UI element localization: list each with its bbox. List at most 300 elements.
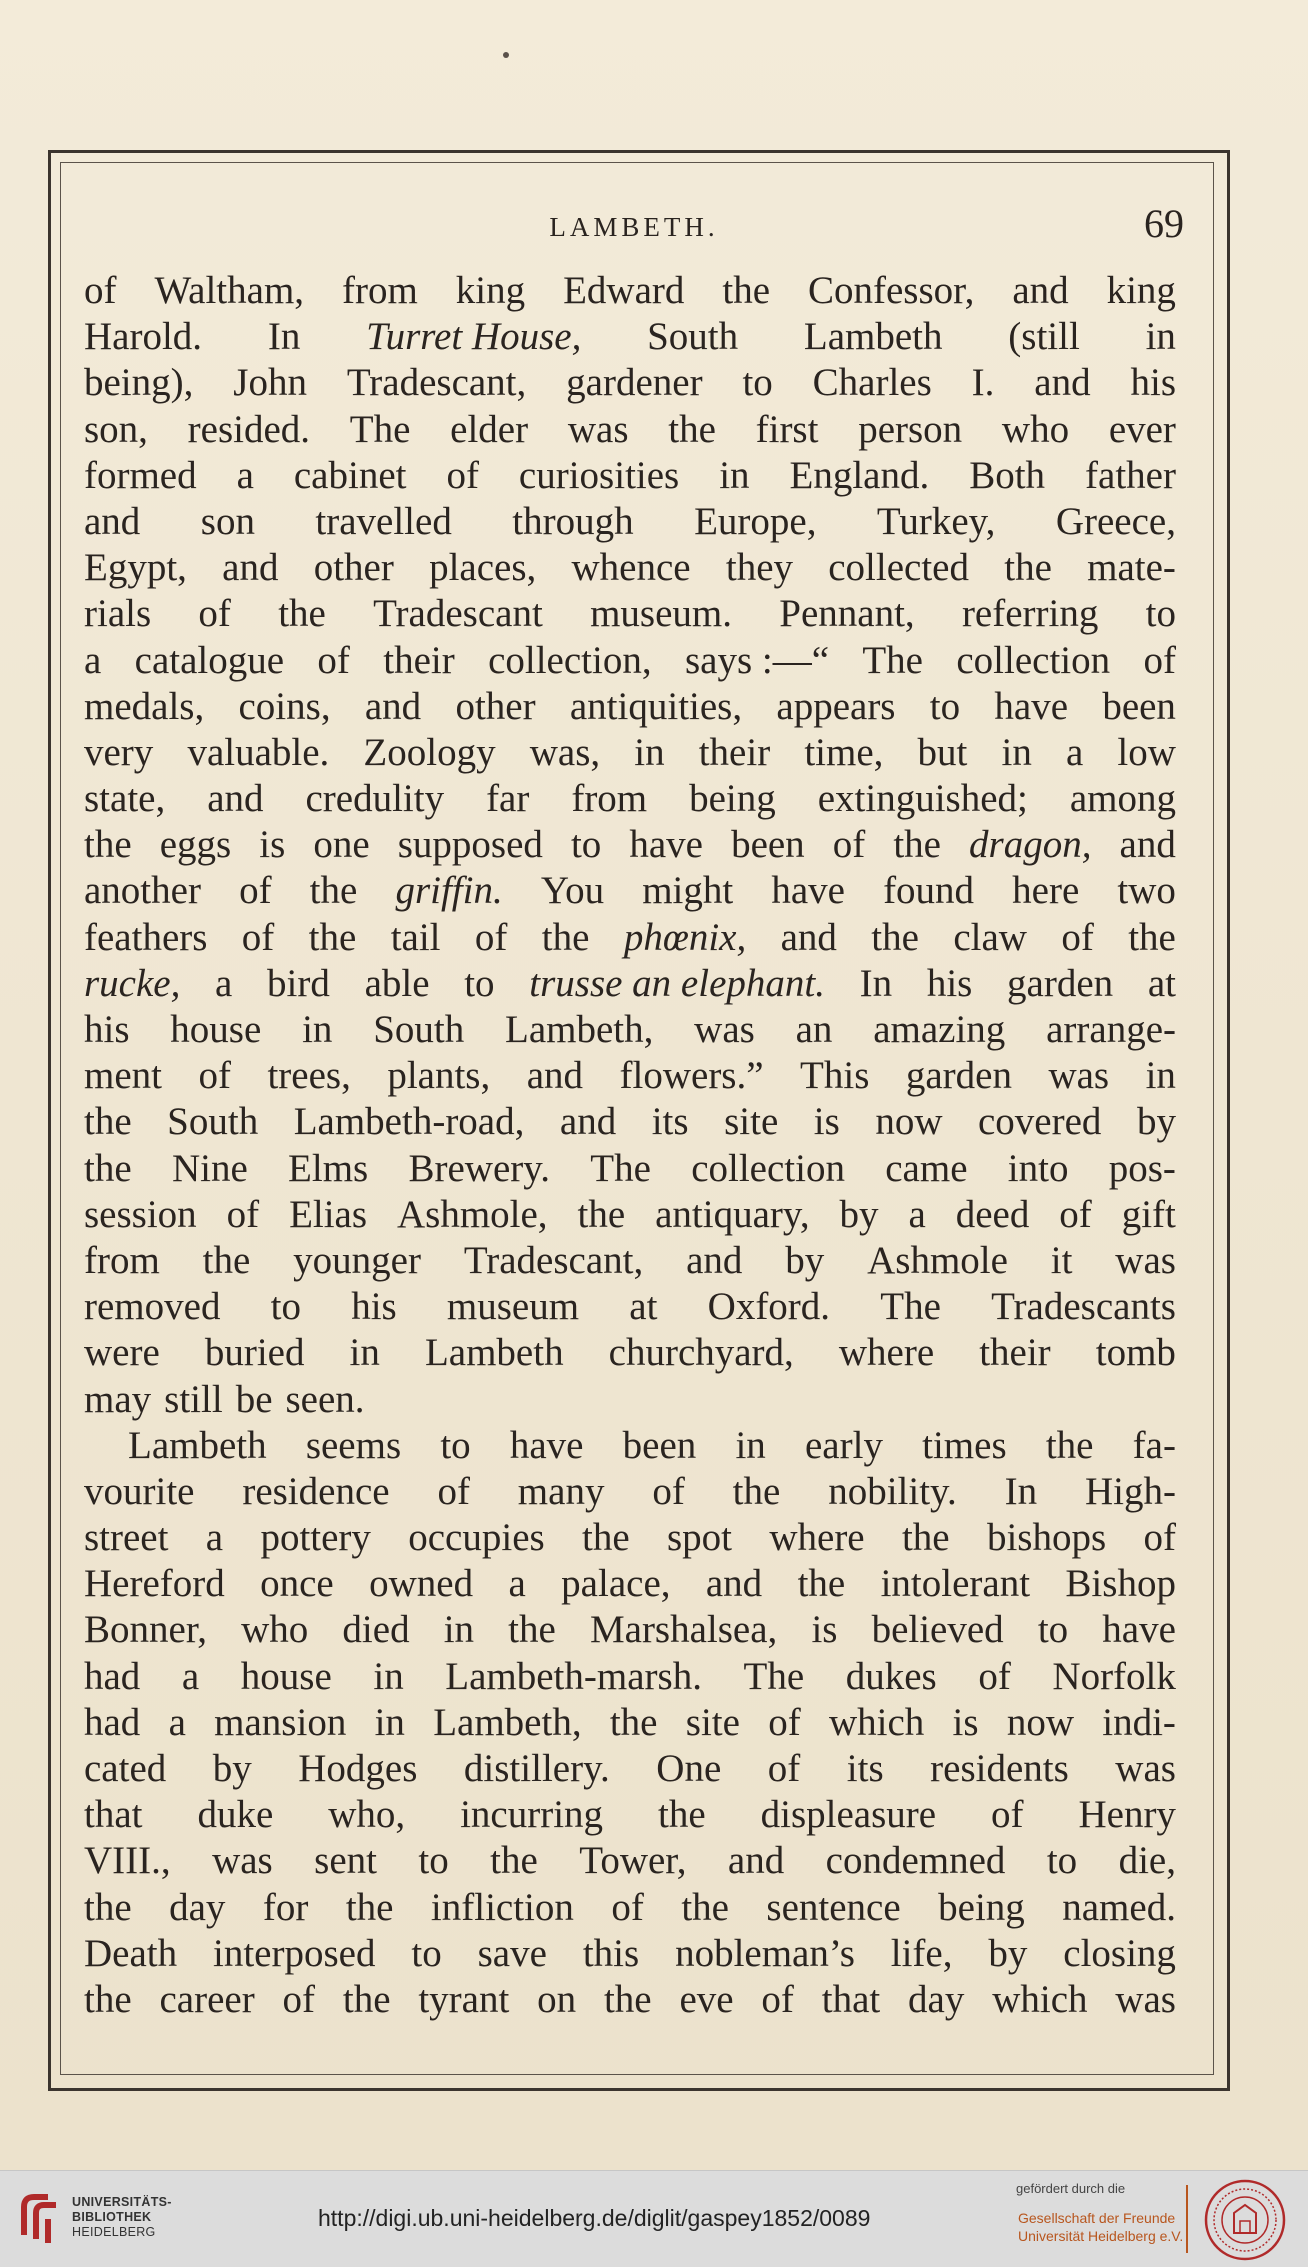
- word: places,: [429, 546, 537, 590]
- text-line: [84, 1146, 1176, 1192]
- text-line: [84, 1700, 1176, 1746]
- word: referring: [961, 592, 1099, 636]
- word: the: [603, 1977, 652, 2021]
- word: Lambeth: [424, 1331, 564, 1375]
- word: far: [486, 777, 530, 821]
- word: was,: [529, 730, 601, 774]
- word: been: [622, 1423, 697, 1467]
- word: low: [1117, 730, 1176, 774]
- word: site: [724, 1100, 779, 1144]
- word: gift: [1121, 1192, 1176, 1236]
- word: might: [642, 869, 734, 913]
- word: a: [181, 1654, 200, 1698]
- word: interposed: [213, 1931, 376, 1975]
- word: sent: [314, 1839, 377, 1883]
- word: bishops: [986, 1516, 1107, 1560]
- word: life,: [890, 1931, 953, 1975]
- word: Europe,: [694, 499, 817, 543]
- word: their: [698, 730, 771, 774]
- text-line: [84, 1469, 1176, 1515]
- page-number: 69: [1144, 201, 1184, 246]
- word: in: [634, 730, 665, 774]
- word: the: [308, 915, 357, 959]
- text-line: [84, 314, 1176, 360]
- word: king: [455, 269, 526, 312]
- word: be: [235, 1377, 273, 1421]
- word: travelled: [315, 499, 452, 543]
- word: is: [813, 1100, 840, 1144]
- word: a: [1065, 730, 1084, 774]
- word: being: [938, 1885, 1025, 1929]
- word: save: [477, 1931, 547, 1975]
- word: Hodges: [298, 1747, 418, 1790]
- word: amazing: [873, 1008, 1006, 1051]
- word: named.: [1062, 1885, 1176, 1929]
- word: closing: [1063, 1931, 1176, 1975]
- text-line: [84, 868, 1176, 914]
- word: of: [1059, 1192, 1092, 1236]
- text-line: [84, 407, 1176, 453]
- word: site: [685, 1700, 740, 1744]
- word: I.: [971, 361, 995, 405]
- word: Harold.: [84, 315, 203, 359]
- word: occupies: [408, 1516, 545, 1560]
- word: valuable.: [187, 730, 330, 774]
- text-line: [84, 961, 1176, 1007]
- word: and: [1012, 269, 1069, 312]
- word: Tradescant,: [346, 361, 527, 405]
- running-head: LAMBETH.: [549, 212, 719, 242]
- word: first: [755, 407, 819, 451]
- word: an: [795, 1008, 833, 1051]
- word: for: [262, 1885, 309, 1929]
- word: of: [1143, 638, 1176, 682]
- word: Lambeth-marsh.: [445, 1654, 702, 1698]
- word: is: [952, 1700, 979, 1744]
- word: the: [508, 1608, 556, 1652]
- word: Waltham,: [154, 269, 305, 312]
- word: by: [1136, 1100, 1176, 1144]
- funder-name-line: Universität Heidelberg e.V.: [1018, 2228, 1184, 2244]
- funded-by-label: gefördert durch die: [1016, 2181, 1126, 2196]
- word: Marshalsea,: [589, 1608, 778, 1652]
- text-line: [84, 1515, 1176, 1561]
- word: eve: [679, 1977, 734, 2021]
- word: and: [222, 546, 279, 590]
- word: and: [84, 499, 141, 543]
- permalink-url[interactable]: http://digi.ub.uni-heidelberg.de/diglit/gaspey1852/0089: [318, 2205, 871, 2231]
- word: have: [994, 684, 1069, 728]
- word: Ashmole: [867, 1238, 1008, 1282]
- word: its: [651, 1100, 689, 1144]
- word: younger: [293, 1238, 421, 1282]
- word: who,: [328, 1793, 406, 1837]
- word: the: [490, 1839, 538, 1883]
- word: it: [1050, 1238, 1073, 1282]
- word: by: [839, 1192, 879, 1236]
- word: the: [609, 1700, 658, 1744]
- word: at: [1147, 961, 1176, 1005]
- text-line: [84, 1654, 1176, 1700]
- word: had: [84, 1700, 141, 1744]
- word: of: [652, 1469, 685, 1513]
- word: coins,: [238, 684, 331, 728]
- word: a: [84, 638, 102, 682]
- word: fa-: [1132, 1423, 1176, 1467]
- word: a: [168, 1700, 186, 1744]
- word: in: [349, 1331, 380, 1375]
- word: Edward: [563, 269, 685, 312]
- word: In: [859, 961, 893, 1005]
- italic-word: rucke,: [84, 961, 181, 1005]
- word: Pennant,: [779, 592, 915, 636]
- text-line: [84, 1607, 1176, 1653]
- word: covered: [978, 1100, 1102, 1144]
- library-name-line: HEIDELBERG: [72, 2225, 156, 2239]
- text-line: [84, 1792, 1176, 1838]
- word: another: [84, 869, 201, 913]
- word: This: [800, 1054, 870, 1098]
- word: rials: [84, 592, 152, 636]
- word: where: [838, 1331, 935, 1375]
- word: of: [226, 1192, 260, 1236]
- text-line: [84, 1931, 1176, 1977]
- library-name-line: BIBLIOTHEK: [72, 2210, 152, 2224]
- word: deed: [955, 1192, 1030, 1236]
- word: Elias: [289, 1192, 368, 1236]
- word: other: [313, 546, 394, 590]
- word: Lambeth,: [433, 1700, 582, 1744]
- word: Lambeth-road,: [293, 1100, 525, 1144]
- word: to: [1046, 1839, 1078, 1883]
- italic-word: trusse an elephant.: [529, 961, 825, 1005]
- word: The: [743, 1654, 805, 1698]
- word: supposed: [397, 823, 543, 867]
- word: the: [84, 1885, 132, 1929]
- word: many: [517, 1469, 605, 1513]
- word: the: [309, 869, 358, 913]
- word: says :—“: [684, 638, 830, 682]
- word: in: [374, 1700, 405, 1744]
- word: of: [282, 1977, 316, 2021]
- word: credulity: [305, 777, 445, 821]
- word: the: [668, 407, 716, 451]
- word: was: [1115, 1747, 1176, 1790]
- word: to: [418, 1839, 449, 1883]
- word: and: [705, 1562, 763, 1606]
- word: street: [84, 1516, 169, 1560]
- word: pos-: [1108, 1146, 1176, 1190]
- word: VIII.,: [84, 1839, 171, 1883]
- word: England.: [789, 453, 930, 497]
- word: In: [1004, 1469, 1038, 1513]
- word: Charles: [812, 361, 932, 405]
- word: die,: [1118, 1839, 1176, 1883]
- word: museum: [446, 1285, 580, 1329]
- word: is: [811, 1608, 838, 1652]
- text-line: [84, 1007, 1176, 1053]
- word: very: [84, 730, 154, 774]
- word: to: [1145, 592, 1176, 636]
- word: king: [1106, 269, 1176, 312]
- word: dukes: [845, 1654, 937, 1698]
- word: his: [84, 1008, 130, 1051]
- word: curiosities: [518, 453, 680, 497]
- text-line: [84, 1238, 1176, 1284]
- word: museum.: [590, 592, 732, 636]
- word: the: [722, 269, 771, 312]
- word: cated: [84, 1747, 167, 1790]
- word: and: [207, 777, 264, 821]
- word: tyrant: [418, 1977, 510, 2021]
- word: bird: [267, 961, 330, 1005]
- word: where: [769, 1516, 865, 1560]
- word: nobleman’s: [675, 1931, 855, 1975]
- italic-word: Turret House,: [366, 315, 582, 359]
- word: was: [1048, 1054, 1110, 1098]
- word: of: [978, 1654, 1011, 1698]
- word: who: [241, 1608, 309, 1652]
- word: once: [260, 1562, 334, 1606]
- word: Henry: [1078, 1793, 1176, 1837]
- word: and: [1119, 823, 1176, 867]
- text-line: [84, 776, 1176, 822]
- word: believed: [871, 1608, 1004, 1652]
- word: sentence: [766, 1885, 901, 1929]
- word: The: [590, 1146, 651, 1190]
- word: removed: [84, 1285, 221, 1329]
- word: this: [582, 1931, 640, 1975]
- word: to: [929, 684, 961, 728]
- word: the: [84, 1100, 132, 1144]
- word: Tradescant: [373, 592, 543, 636]
- word: of: [84, 269, 117, 312]
- word: Elms: [288, 1146, 369, 1190]
- word: two: [1117, 869, 1176, 913]
- word: their: [383, 638, 455, 682]
- word: a: [508, 1562, 526, 1606]
- word: Bishop: [1065, 1562, 1176, 1606]
- word: now: [875, 1100, 943, 1144]
- word: of: [768, 1700, 801, 1744]
- word: here: [1012, 869, 1080, 913]
- word: garden: [1007, 961, 1114, 1005]
- word: son: [200, 499, 255, 543]
- library-name: [72, 2195, 172, 2240]
- word: One: [656, 1747, 722, 1790]
- word: displeasure: [760, 1793, 937, 1837]
- italic-word: phœnix,: [623, 915, 747, 959]
- word: and: [727, 1839, 785, 1883]
- ink-speck: [503, 52, 509, 58]
- word: whence: [571, 546, 691, 590]
- word: resided.: [187, 407, 311, 451]
- library-name-line: UNIVERSITÄTS-: [72, 2195, 172, 2209]
- word: intolerant: [880, 1562, 1031, 1606]
- word: of: [198, 1054, 231, 1098]
- word: have: [629, 823, 703, 867]
- word: from: [342, 269, 418, 312]
- page-header: [84, 196, 1184, 258]
- word: that: [84, 1793, 143, 1837]
- word: South: [647, 315, 739, 359]
- word: was: [567, 407, 629, 451]
- word: the: [278, 592, 326, 636]
- funder-name-line: Gesellschaft der Freunde: [1018, 2210, 1176, 2226]
- word: times: [922, 1423, 1007, 1467]
- word: feathers: [84, 915, 208, 959]
- word: of: [437, 1469, 470, 1513]
- word: Lambeth: [128, 1423, 267, 1467]
- word: the: [84, 1146, 132, 1190]
- footer-divider: [1186, 2185, 1188, 2253]
- word: the: [681, 1885, 729, 1929]
- word: the: [1045, 1423, 1094, 1467]
- word: Zoology: [363, 730, 496, 774]
- text-line: [84, 1885, 1176, 1931]
- word: to: [440, 1423, 471, 1467]
- word: died: [342, 1608, 410, 1652]
- word: The: [862, 638, 923, 682]
- word: to: [270, 1285, 301, 1329]
- word: formed: [84, 453, 197, 497]
- word: of: [317, 638, 350, 682]
- word: still: [164, 1377, 223, 1421]
- word: seen.: [285, 1377, 365, 1421]
- word: which: [992, 1977, 1088, 2021]
- word: of: [832, 823, 866, 867]
- word: son,: [84, 407, 148, 451]
- text-line: [84, 1377, 1176, 1423]
- word: father: [1085, 453, 1176, 497]
- word: collection,: [488, 638, 652, 682]
- text-line: [84, 1746, 1176, 1792]
- word: been: [731, 823, 805, 867]
- word: session: [84, 1192, 197, 1236]
- word: and: [526, 1054, 584, 1098]
- word: of: [241, 915, 275, 959]
- word: antiquary,: [655, 1192, 810, 1236]
- word: in: [1145, 1054, 1176, 1098]
- word: Nine: [171, 1146, 248, 1190]
- word: a: [908, 1192, 926, 1236]
- word: Egypt,: [84, 546, 187, 590]
- word: Tradescants: [991, 1285, 1176, 1329]
- word: by: [212, 1747, 252, 1790]
- word: John: [233, 361, 307, 405]
- word: have: [1102, 1608, 1176, 1652]
- text-line: [84, 1561, 1176, 1607]
- italic-word: griffin.: [395, 869, 503, 913]
- word: was: [1115, 1238, 1176, 1282]
- word: the: [901, 1516, 950, 1560]
- word: through: [512, 499, 634, 543]
- word: by: [785, 1238, 825, 1282]
- word: condemned: [825, 1839, 1006, 1883]
- word: Both: [969, 453, 1046, 497]
- word: The: [349, 407, 411, 451]
- word: pottery: [260, 1516, 371, 1560]
- word: to: [411, 1931, 442, 1975]
- word: house: [240, 1654, 332, 1698]
- university-seal-icon: [1204, 2179, 1286, 2261]
- italic-word: dragon,: [969, 823, 1092, 867]
- word: the: [541, 915, 590, 959]
- word: and: [780, 915, 837, 959]
- word: of: [239, 869, 272, 913]
- word: in: [443, 1608, 475, 1652]
- word: his: [926, 961, 973, 1005]
- word: incurring: [460, 1793, 604, 1837]
- funder-name: [1018, 2209, 1183, 2245]
- text-line: [84, 1977, 1176, 2023]
- word: day: [169, 1885, 226, 1929]
- word: his: [1130, 361, 1176, 405]
- word: state,: [84, 777, 166, 821]
- word: tomb: [1095, 1331, 1176, 1375]
- word: day: [908, 1977, 965, 2021]
- word: Brewery.: [408, 1146, 550, 1190]
- word: career: [159, 1977, 255, 2021]
- text-line: [84, 453, 1176, 499]
- text-line: [84, 1192, 1176, 1238]
- word: but: [917, 730, 968, 774]
- word: they: [725, 546, 794, 590]
- text-line: [84, 591, 1176, 637]
- word: You: [540, 869, 605, 913]
- word: Confessor,: [808, 269, 975, 312]
- word: been: [1102, 684, 1176, 728]
- text-line: [84, 1423, 1176, 1469]
- text-line: [84, 822, 1176, 868]
- word: gardener: [566, 361, 703, 405]
- word: Death: [84, 1931, 178, 1975]
- word: from: [84, 1238, 160, 1282]
- word: a: [215, 961, 233, 1005]
- word: the: [345, 1885, 394, 1929]
- word: of: [611, 1885, 644, 1929]
- word: their: [979, 1331, 1051, 1375]
- text-line: [84, 638, 1176, 684]
- word: and: [1034, 361, 1091, 405]
- word: collection: [956, 638, 1111, 682]
- word: the: [1128, 915, 1176, 959]
- word: the: [342, 1977, 391, 2021]
- word: the: [871, 915, 919, 959]
- word: Hereford: [84, 1562, 225, 1606]
- text-line: [84, 545, 1176, 591]
- word: mansion: [214, 1700, 347, 1744]
- word: ever: [1108, 407, 1176, 451]
- word: of: [767, 1747, 801, 1790]
- word: Bonner,: [84, 1608, 207, 1652]
- word: spot: [667, 1516, 733, 1560]
- word: arrange-: [1046, 1008, 1176, 1051]
- word: is: [259, 823, 286, 867]
- word: Oxford.: [707, 1285, 831, 1329]
- word: one: [313, 823, 370, 867]
- word: The: [880, 1285, 941, 1329]
- word: churchyard,: [608, 1331, 794, 1375]
- word: duke: [197, 1793, 274, 1837]
- word: of: [474, 915, 508, 959]
- word: being: [689, 777, 776, 821]
- word: Tradescant,: [463, 1238, 644, 1282]
- word: flowers.”: [619, 1054, 764, 1098]
- word: appears: [776, 684, 896, 728]
- word: indi-: [1102, 1700, 1176, 1744]
- word: to: [742, 361, 773, 405]
